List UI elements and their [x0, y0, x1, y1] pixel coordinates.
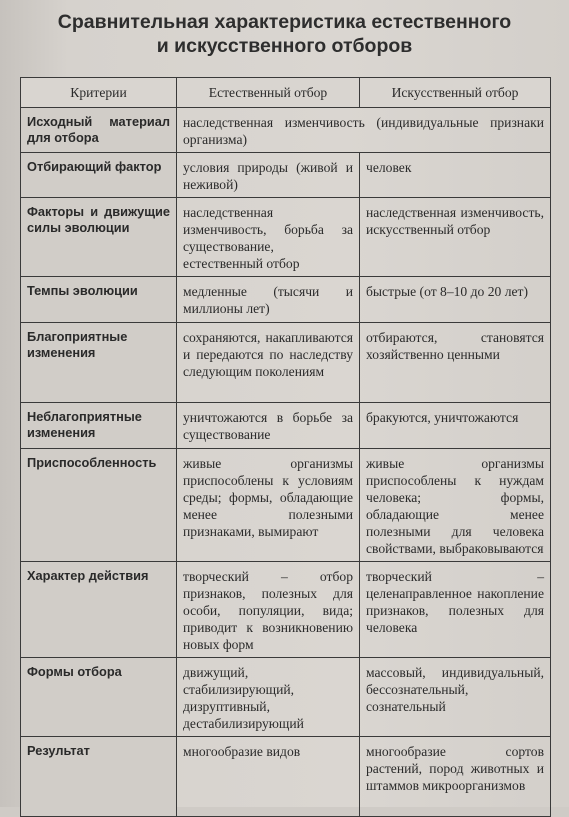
criterion-cell: Исходный материал для отбора [21, 108, 177, 153]
natural-cell: живые организмы приспособлены к условиям среды; формы, обладающие менее полезными признаками, вымирают [177, 449, 360, 562]
artificial-cell: живые организмы приспособлены к нуждам человека; формы, обладающие менее полезными для человека свойствами, выбраковываются [360, 449, 551, 562]
criterion-cell: Отбирающий фактор [21, 153, 177, 198]
artificial-cell: наследственная изменчивость, искусственный отбор [360, 198, 551, 277]
header-criteria: Критерии [21, 78, 177, 108]
criterion-cell: Формы отбора [21, 658, 177, 737]
natural-cell: наследственная изменчивость, борьба за существование, естественный отбор [177, 198, 360, 277]
natural-cell: творческий – отбор признаков, полезных для особи, популяции, вида; приводит к возникновению новых форм [177, 562, 360, 658]
table-row [21, 449, 551, 562]
criterion-cell: Результат [21, 737, 177, 817]
title-line-1: Сравнительная характеристика естественного [57, 11, 512, 33]
natural-cell: медленные (тысячи и миллионы лет) [177, 277, 360, 323]
table-row [21, 323, 551, 403]
table-row [21, 153, 551, 198]
header-artificial-selection: Искусственный отбор [360, 78, 551, 108]
comparison-table [20, 77, 551, 817]
natural-cell: движущий, стабилизирующий, дизруптивный, дестабилизирующий [177, 658, 360, 737]
header-natural-selection: Естественный отбор [177, 78, 360, 108]
table-row [21, 403, 551, 449]
criterion-cell: Приспособленность [21, 449, 177, 562]
artificial-cell: массовый, индивидуальный, бессознательный, сознательный [360, 658, 551, 737]
natural-cell: условия природы (живой и неживой) [177, 153, 360, 198]
artificial-cell: творческий – целенаправленное накопление признаков, полезных для человека [360, 562, 551, 658]
artificial-cell: быстрые (от 8–10 до 20 лет) [360, 277, 551, 323]
header-row [21, 78, 551, 108]
criterion-cell: Темпы эволюции [21, 277, 177, 323]
natural-cell: многообразие видов [177, 737, 360, 817]
natural-cell: уничтожаются в борьбе за существование [177, 403, 360, 449]
table-row [21, 198, 551, 277]
criterion-cell: Благоприятные изменения [21, 323, 177, 403]
criterion-cell: Характер действия [21, 562, 177, 658]
table-row [21, 658, 551, 737]
natural-cell: сохраняются, накапливаются и передаются по наследству следующим поколениям [177, 323, 360, 403]
artificial-cell: человек [360, 153, 551, 198]
table-row [21, 277, 551, 323]
artificial-cell: многообразие сортов растений, пород животных и штаммов микроорганизмов [360, 737, 551, 817]
criterion-cell: Неблагоприятные изменения [21, 403, 177, 449]
table-row [21, 562, 551, 658]
table-row [21, 108, 551, 153]
artificial-cell: бракуются, уничтожаются [360, 403, 551, 449]
table-row [21, 737, 551, 817]
shared-cell: наследственная изменчивость (индивидуальные признаки организма) [177, 108, 551, 153]
criterion-cell: Факторы и движущие силы эволюции [21, 198, 177, 277]
artificial-cell: отбираются, становятся хозяйственно ценными [360, 323, 551, 403]
title-line-2: и искусственного отборов [156, 35, 413, 57]
page-title [0, 10, 569, 58]
